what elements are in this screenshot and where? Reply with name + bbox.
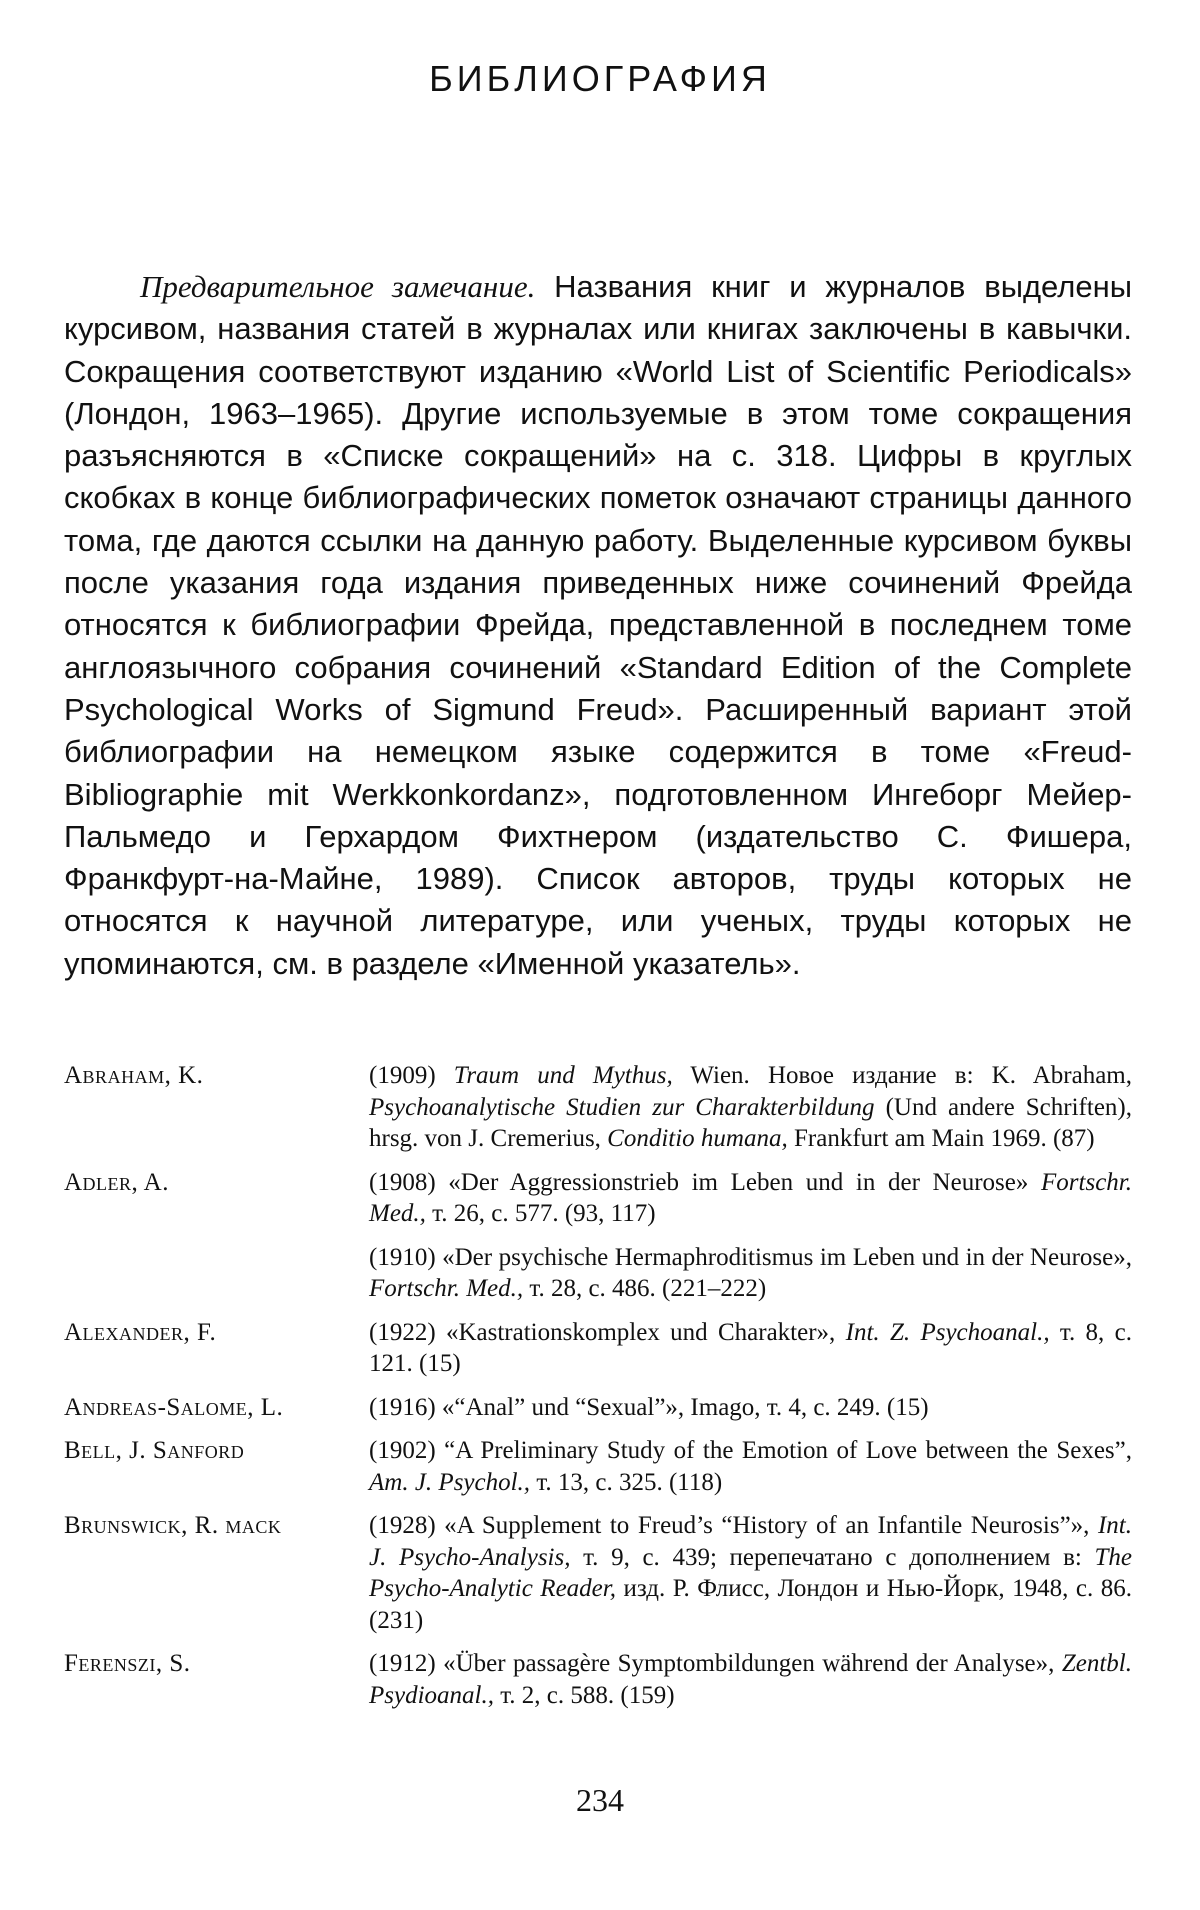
work-title-italic: Psychoanalytische Studien zur Charakterbildung (369, 1093, 875, 1121)
bibliography-entry (64, 1060, 1132, 1155)
entry-author: Brunswick, R. mack (64, 1512, 282, 1539)
page-title: БИБЛИОГРАФИЯ (429, 58, 771, 99)
work-text: Frankfurt am Main 1969. (87) (787, 1125, 1095, 1152)
entry-work (369, 1648, 1132, 1711)
work-text: (1910) «Der psychische Hermaphroditismus im Leben und in der Neurose», (369, 1243, 1132, 1271)
preliminary-note-lead: Предварительное замечание. (140, 269, 536, 304)
work-text: т. 13, с. 325. (118) (530, 1468, 723, 1496)
bibliography-entry (64, 1510, 1132, 1636)
work-text: (1902) “A Preliminary Study of the Emotion of Love between the Sexes”, (369, 1437, 1132, 1464)
entry-author: Abraham, K. (64, 1062, 204, 1089)
entry-author: Ferenszi, S. (64, 1650, 191, 1677)
bibliography-list (64, 1060, 1132, 1723)
work-title-italic: Int. J. Psycho-Analysis, (369, 1512, 1132, 1571)
work-title-italic: Fortschr. Med., (369, 1275, 524, 1302)
entry-author: Alexander, F. (64, 1318, 217, 1346)
work-text: (Und andere Schriften), hrsg. von J. Cremerius, (369, 1093, 1132, 1152)
bibliography-entry (64, 1392, 1132, 1424)
preliminary-note-text: Названия книг и журналов выделены курсивом, названия статей в журналах или книгах заключены в кавычки. Сокращения соответствуют изданию «World List of Scientific Periodicals» (Лондон, 1963–1965). Другие используемые в этом томе сокращения разъясняются в «Списке сокращений» на с. 318. Цифры в круглых скобках в конце библиографических пометок означают страницы данного тома, где даются ссылки на данную работу. Выделенные курсивом буквы после указания года издания приведенных ниже сочинений Фрейда относятся к библиографии Фрейда, представленной в последнем томе англоязычного собрания сочинений «Standard Edition of the Complete Psychological Works of Sigmund Freud». Расширенный вариант этой библиографии на немецком языке содержится в томе «Freud-Bibliographie mit Werkkonkordanz», подготовленном Ингеборг Мейер-Пальмедо и Герхардом Фихтнером (издательство С. Фишера, Франкфурт-на-Майне, 1989). Список авторов, труды которых не относятся к научной литературе, или ученых, труды которых не упоминаются, см. в разделе «Именной указатель». (64, 269, 1133, 981)
entry-work (369, 1167, 1132, 1230)
work-text: (1908) «Der Aggressionstrieb im Leben und in der Neurose» (369, 1168, 1042, 1196)
work-title-italic: Fortschr. Med., (369, 1168, 1132, 1227)
work-text: Wien. Новое издание в: K. Abraham, (672, 1062, 1132, 1089)
bibliography-entry (64, 1167, 1132, 1305)
bibliography-entry (64, 1648, 1132, 1711)
entry-work (369, 1060, 1132, 1155)
bibliography-entry (64, 1435, 1132, 1498)
entry-works (369, 1435, 1132, 1498)
entry-works (369, 1510, 1132, 1636)
work-title-italic: Conditio humana, (607, 1125, 788, 1152)
work-text: т. 8, с. 121. (15) (369, 1318, 1132, 1377)
work-text: т. 26, с. 577. (93, 117) (425, 1200, 656, 1227)
work-title-italic: Zentbl. Psydioanal., (369, 1650, 1132, 1709)
bibliography-entry (64, 1317, 1132, 1380)
entry-works (369, 1167, 1132, 1305)
preliminary-note (64, 266, 1132, 985)
page-number: 234 (576, 1782, 624, 1818)
work-text: (1922) «Kastrationskomplex und Charakter», (369, 1318, 846, 1346)
entry-works (369, 1317, 1132, 1380)
work-title-italic: Am. J. Psychol., (369, 1468, 531, 1496)
work-text: т. 9, с. 439; перепечатано с дополнением в: (570, 1543, 1095, 1571)
entry-author: Bell, J. Sanford (64, 1437, 245, 1464)
entry-works (369, 1392, 1132, 1424)
entry-work (369, 1392, 1132, 1424)
entry-author: Adler, A. (64, 1168, 169, 1196)
work-title-italic: Traum und Mythus, (453, 1062, 673, 1089)
work-text: (1912) «Über passagère Symptombildungen während der Analyse», (369, 1650, 1062, 1677)
entry-author: Andreas-Salome, L. (64, 1393, 284, 1421)
work-text: изд. Р. Флисс, Лондон и Нью-Йорк, 1948, с. 86. (231) (369, 1575, 1132, 1634)
entry-work (369, 1242, 1132, 1305)
entry-work (369, 1435, 1132, 1498)
work-text: т. 2, с. 588. (159) (494, 1681, 675, 1709)
work-text: (1909) (369, 1062, 454, 1089)
work-text: т. 28, с. 486. (221–222) (523, 1275, 767, 1302)
entry-works (369, 1648, 1132, 1711)
work-title-italic: Int. Z. Psychoanal., (845, 1318, 1050, 1346)
work-title-italic: The Psycho-Analytic Reader, (369, 1543, 1132, 1602)
work-text: (1928) «A Supplement to Freud’s “History of an Infantile Neurosis”», (369, 1512, 1098, 1539)
work-text: (1916) «“Anal” und “Sexual”», Imago, т. 4, с. 249. (15) (369, 1393, 929, 1421)
entry-work (369, 1510, 1132, 1636)
entry-works (369, 1060, 1132, 1155)
entry-work (369, 1317, 1132, 1380)
